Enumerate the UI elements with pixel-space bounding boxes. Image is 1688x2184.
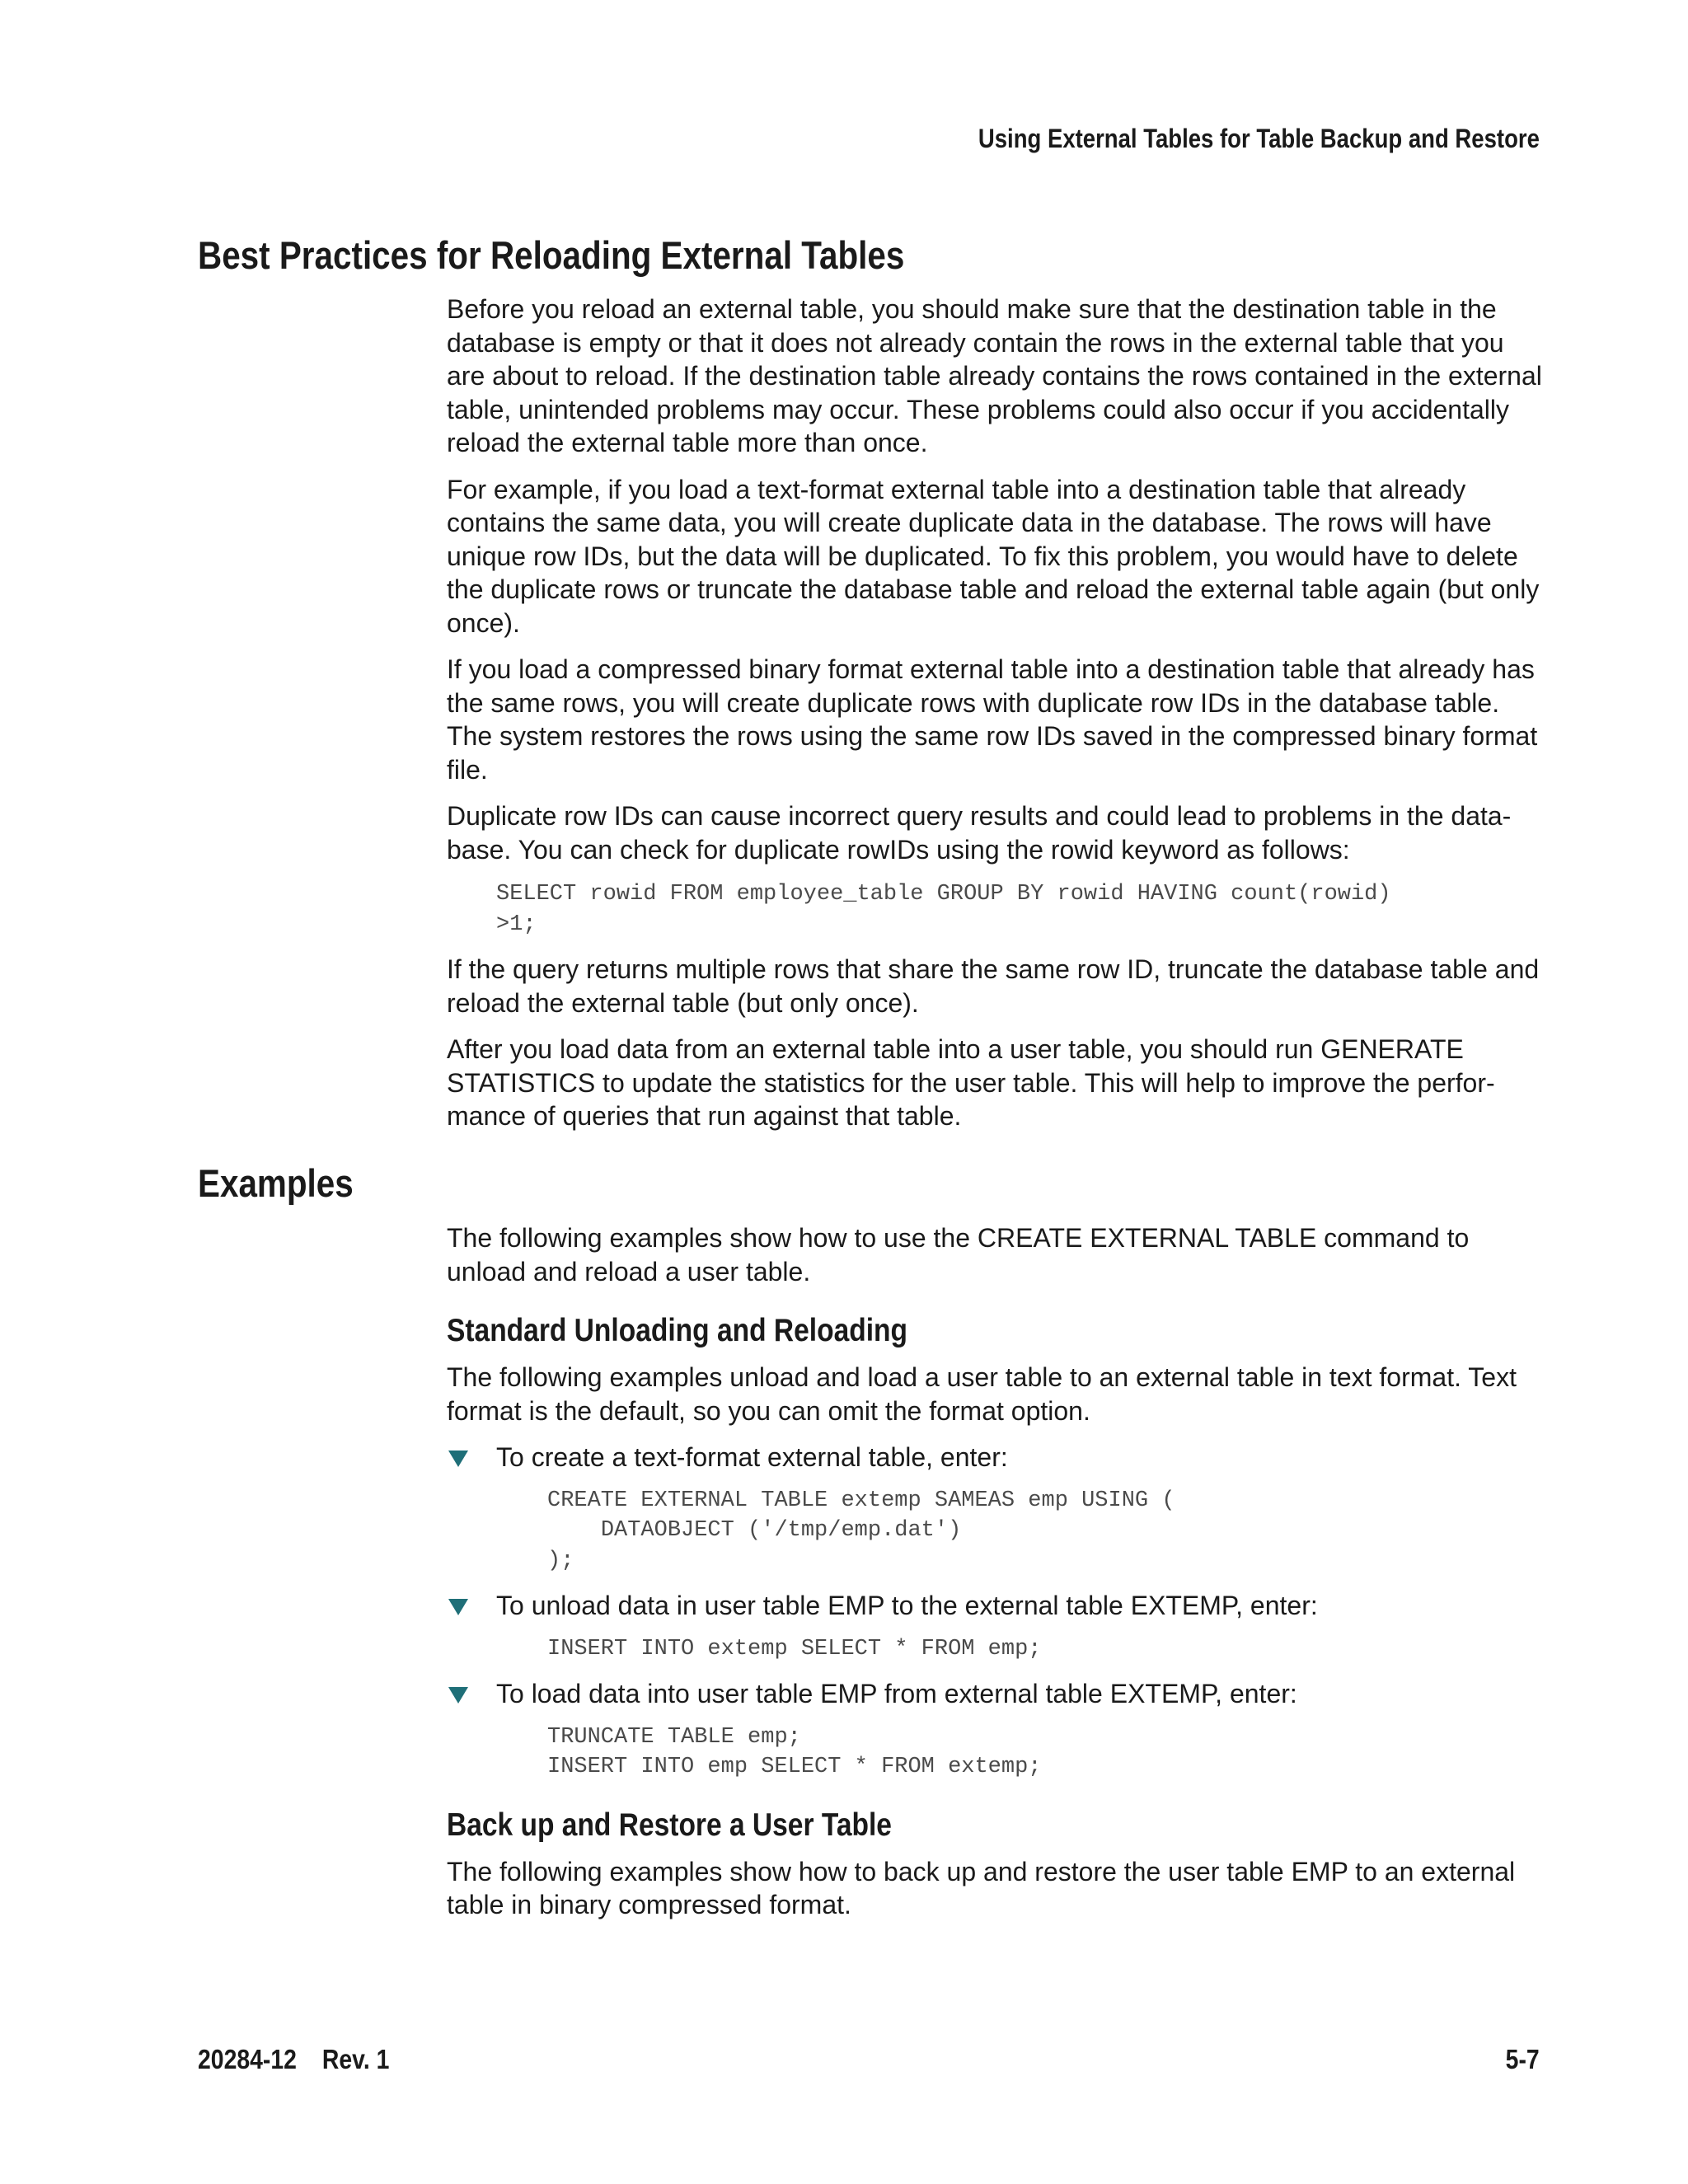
paragraph: If you load a compressed binary format external table into a destination table that already has the same rows, you will create duplicate rows with duplicate row IDs in the database table. The system restores the rows using the same row IDs saved in the compressed binary format file.	[447, 654, 1538, 785]
code-block-rowid-query: SELECT rowid FROM employee_table GROUP BY rowid HAVING count(rowid) >1;	[496, 882, 1391, 937]
paragraph: The following examples unload and load a user table to an external table in text format. Text format is the default, so you can omit the format option.	[447, 1362, 1517, 1426]
subsection-title-standard: Standard Unloading and Reloading	[447, 1313, 908, 1348]
paragraph: Before you reload an external table, you should make sure that the destination table in the database is empty or that it does not already contain the rows in the external table that you are about to reload. If the destination table already contains the rows contained in the external table, unintended problems may occur. These problems could also occur if you accidentally reload the external table more than once.	[447, 294, 1542, 457]
section-title-best-practices: Best Practices for Reloading External Tables	[198, 233, 905, 277]
paragraph: After you load data from an external table into a user table, you should run GENERATE STATISTICS to update the statistics for the user table. This will help to improve the performance of queries that run against that table.	[447, 1034, 1495, 1131]
code-block-unload: INSERT INTO extemp SELECT * FROM emp;	[547, 1636, 1042, 1661]
paragraph: The following examples show how to use the CREATE EXTERNAL TABLE command to unload and reload a user table.	[447, 1223, 1470, 1286]
list-item	[447, 1589, 1543, 1623]
code-block-create-external-table: CREATE EXTERNAL TABLE extemp SAMEAS emp USING ( DATAOBJECT ('/tmp/emp.dat') );	[547, 1488, 1175, 1573]
down-triangle-bullet-icon	[448, 1451, 468, 1467]
step-text: To load data into user table EMP from external table EXTEMP, enter:	[496, 1679, 1297, 1708]
paragraph: If the query returns multiple rows that share the same row ID, truncate the database table and reload the external table (but only once).	[447, 954, 1540, 1018]
paragraph: Duplicate row IDs can cause incorrect query results and could lead to problems in the database. You can check for duplicate rowIDs using the rowid keyword as follows:	[447, 801, 1512, 865]
list-item	[447, 1677, 1543, 1711]
revision: Rev. 1	[321, 2044, 390, 2074]
step-text: To unload data in user table EMP to the external table EXTEMP, enter:	[496, 1591, 1318, 1620]
footer-doc-id	[198, 2044, 389, 2075]
paragraph: The following examples show how to back up and restore the user table EMP to an external table in binary compressed format.	[447, 1856, 1516, 1919]
subsection-title-backup: Back up and Restore a User Table	[447, 1807, 892, 1843]
page-number: 5-7	[1505, 2044, 1540, 2074]
best-practices-body	[447, 293, 1543, 1146]
section-title-examples: Examples	[198, 1161, 354, 1205]
step-text: To create a text-format external table, enter:	[496, 1442, 1008, 1472]
paragraph: For example, if you load a text-format external table into a destination table that already contains the same data, you will create duplicate data in the database. The rows will have unique row IDs, but the data will be duplicated. To fix this problem, you would have to delete the duplicate rows or truncate the database table and reload the external table again (but only once).	[447, 474, 1540, 638]
running-header: Using External Tables for Table Backup and Restore	[978, 124, 1540, 153]
list-item	[447, 1441, 1543, 1474]
down-triangle-bullet-icon	[448, 1599, 468, 1615]
code-block-load: TRUNCATE TABLE emp; INSERT INTO emp SELECT * FROM extemp;	[547, 1724, 1042, 1779]
down-triangle-bullet-icon	[448, 1687, 468, 1704]
doc-number: 20284-12	[198, 2044, 297, 2074]
examples-body	[447, 1221, 1543, 1935]
